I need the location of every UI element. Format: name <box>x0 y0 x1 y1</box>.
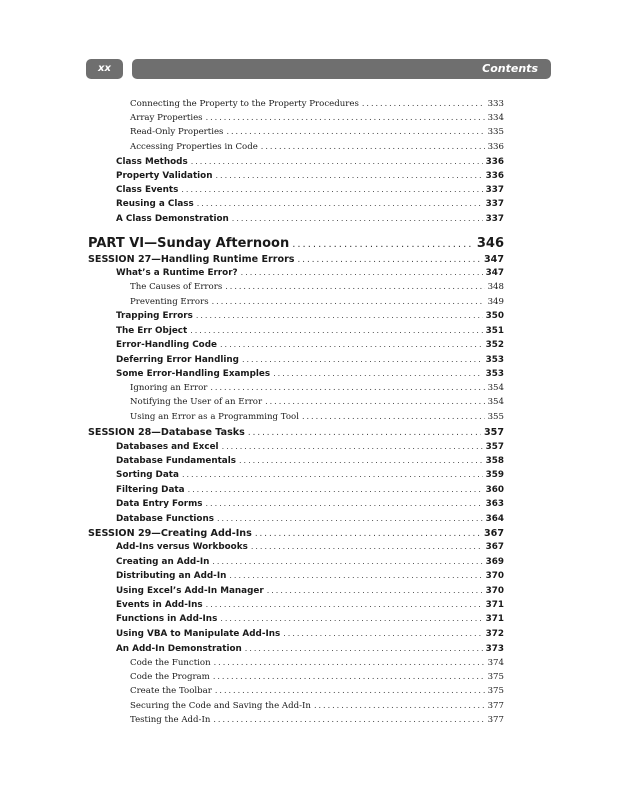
toc-entry-title: Database Fundamentals <box>116 456 236 466</box>
toc-entry-title: An Add-In Demonstration <box>116 644 242 654</box>
dot-leader <box>283 629 482 638</box>
toc-entry-page: 360 <box>485 485 504 495</box>
page-number-tab: xx <box>86 59 123 79</box>
toc-entry-page: 337 <box>485 185 504 195</box>
toc-entry-page: 357 <box>483 427 504 438</box>
dot-leader <box>232 214 483 223</box>
dot-leader <box>251 542 483 551</box>
toc-entry-page: 371 <box>485 614 504 624</box>
toc-entry-title: Connecting the Property to the Property Procedures <box>130 99 359 109</box>
running-header: Contents <box>132 59 551 79</box>
toc-entry-title: SESSION 27—Handling Runtime Errors <box>88 254 295 265</box>
toc-entry-page: 333 <box>487 99 504 109</box>
toc-entry-title: Accessing Properties in Code <box>130 142 258 152</box>
toc-entry-page: 375 <box>487 672 504 682</box>
toc-entry <box>130 715 504 729</box>
toc-entry-title: SESSION 29—Creating Add-Ins <box>88 528 252 539</box>
toc-entry <box>130 113 504 127</box>
dot-leader <box>210 383 484 392</box>
toc-entry <box>116 499 504 513</box>
toc-entry-page: 353 <box>485 355 504 365</box>
dot-leader <box>261 142 485 151</box>
dot-leader <box>188 485 483 494</box>
toc-entry-page: 351 <box>485 326 504 336</box>
dot-leader <box>212 297 485 306</box>
dot-leader <box>216 171 483 180</box>
toc-entry-title: Code the Program <box>130 672 210 682</box>
dot-leader <box>302 412 485 421</box>
toc-entry <box>130 383 504 397</box>
dot-leader <box>298 255 481 265</box>
toc-entry-title: SESSION 28—Database Tasks <box>88 427 245 438</box>
dot-leader <box>362 99 485 108</box>
toc-entry <box>116 485 504 499</box>
toc-entry <box>116 629 504 643</box>
toc-entry-title: Array Properties <box>130 113 203 123</box>
toc-entry-page: 370 <box>485 571 504 581</box>
dot-leader <box>182 470 483 479</box>
toc-entry-page: 337 <box>485 214 504 224</box>
toc-entry-page: 377 <box>487 701 504 711</box>
toc-entry-title: Notifying the User of an Error <box>130 397 263 407</box>
toc-entry-page: 346 <box>476 236 504 251</box>
dot-leader <box>220 614 482 623</box>
toc-entry-page: 336 <box>485 157 504 167</box>
dot-leader <box>215 686 485 695</box>
toc-entry-page: 377 <box>487 715 504 725</box>
toc-entry-page: 371 <box>485 600 504 610</box>
toc-entry <box>116 311 504 325</box>
dot-leader <box>267 586 483 595</box>
toc-entry <box>130 142 504 156</box>
toc-entry-page: 347 <box>485 268 504 278</box>
toc-entry <box>116 369 504 383</box>
toc-entry-title: Using Excel’s Add-In Manager <box>116 586 264 596</box>
toc-entry-title: Some Error-Handling Examples <box>116 369 271 379</box>
toc-entry-title: PART VI—Sunday Afternoon <box>88 236 290 251</box>
toc-entry <box>130 672 504 686</box>
toc-entry-title: Creating an Add-In <box>116 557 210 567</box>
toc-entry <box>116 268 504 282</box>
toc-entry-page: 370 <box>485 586 504 596</box>
toc-entry-title: The Err Object <box>116 326 188 336</box>
dot-leader <box>245 644 483 653</box>
toc-entry <box>130 99 504 113</box>
toc-entry <box>116 514 504 528</box>
dot-leader <box>314 701 485 710</box>
dot-leader <box>222 442 483 451</box>
dot-leader <box>206 600 483 609</box>
toc-entry <box>116 326 504 340</box>
toc-entry-title: Error-Handling Code <box>116 340 217 350</box>
toc-entry-title: Filtering Data <box>116 485 185 495</box>
toc-entry-page: 367 <box>483 528 504 539</box>
dot-leader <box>220 340 483 349</box>
toc-entry-title: Ignoring an Error <box>130 383 208 393</box>
dot-leader <box>190 326 482 335</box>
toc-entry-title: Create the Toolbar <box>130 686 212 696</box>
toc-entry-title: Testing the Add-In <box>130 715 211 725</box>
toc-entry-page: 367 <box>485 542 504 552</box>
toc-entry-page: 354 <box>487 397 504 407</box>
dot-leader <box>255 529 481 539</box>
toc-entry-title: Events in Add-Ins <box>116 600 203 610</box>
toc-entry-page: 354 <box>487 383 504 393</box>
toc-entry <box>130 658 504 672</box>
toc-entry <box>116 586 504 600</box>
toc-entry-title: Data Entry Forms <box>116 499 203 509</box>
toc-entry <box>116 340 504 354</box>
toc-entry <box>130 282 504 296</box>
toc-entry-title: Reusing a Class <box>116 199 194 209</box>
toc-session-heading <box>88 254 504 269</box>
dot-leader <box>197 199 483 208</box>
toc-entry-title: Securing the Code and Saving the Add-In <box>130 701 311 711</box>
toc-entry-title: Class Methods <box>116 157 188 167</box>
toc-entry-title: Code the Function <box>130 658 211 668</box>
toc-entry <box>116 571 504 585</box>
toc-entry <box>116 614 504 628</box>
toc-entry-title: The Causes of Errors <box>130 282 223 292</box>
toc-entry <box>116 644 504 658</box>
toc-entry <box>130 412 504 426</box>
dot-leader <box>206 499 483 508</box>
toc-entry-page: 337 <box>485 199 504 209</box>
toc-entry <box>116 157 504 171</box>
toc-entry-page: 373 <box>485 644 504 654</box>
toc-entry-page: 350 <box>485 311 504 321</box>
toc-part-heading <box>88 236 504 254</box>
toc-entry-title: Preventing Errors <box>130 297 209 307</box>
dot-leader <box>265 397 485 406</box>
toc-entry-page: 353 <box>485 369 504 379</box>
toc-entry <box>130 127 504 141</box>
dot-leader <box>226 127 484 136</box>
dot-leader <box>225 282 484 291</box>
toc-entry <box>116 171 504 185</box>
toc-entry-title: Using VBA to Manipulate Add-Ins <box>116 629 281 639</box>
toc-entry <box>116 185 504 199</box>
toc-entry-title: Databases and Excel <box>116 442 219 452</box>
toc-entry <box>116 456 504 470</box>
toc-entry <box>116 199 504 213</box>
toc-entry <box>116 470 504 484</box>
dot-leader <box>217 514 483 523</box>
dot-leader <box>229 571 482 580</box>
dot-leader <box>212 557 482 566</box>
toc-entry-title: Trapping Errors <box>116 311 193 321</box>
toc-entry-page: 355 <box>487 412 504 422</box>
toc-entry-page: 364 <box>485 514 504 524</box>
toc-entry-page: 335 <box>487 127 504 137</box>
toc-entry-page: 359 <box>485 470 504 480</box>
toc-entry <box>130 297 504 311</box>
toc-entry-page: 336 <box>485 171 504 181</box>
toc-entry-page: 334 <box>487 113 504 123</box>
toc-entry-page: 358 <box>485 456 504 466</box>
toc-entry-page: 374 <box>487 658 504 668</box>
toc-entry-title: Deferring Error Handling <box>116 355 239 365</box>
dot-leader <box>206 113 485 122</box>
toc-entry-page: 357 <box>485 442 504 452</box>
dot-leader <box>273 369 483 378</box>
toc-entry-title: Distributing an Add-In <box>116 571 227 581</box>
toc-entry-title: Class Events <box>116 185 179 195</box>
toc-entry-page: 375 <box>487 686 504 696</box>
toc-entry-page: 336 <box>487 142 504 152</box>
toc-entry-page: 363 <box>485 499 504 509</box>
toc-entry <box>130 701 504 715</box>
toc-entry-page: 369 <box>485 557 504 567</box>
toc-entry <box>116 442 504 456</box>
toc-entry-page: 372 <box>485 629 504 639</box>
toc-entry <box>116 557 504 571</box>
dot-leader <box>239 456 483 465</box>
toc-entry-title: Sorting Data <box>116 470 179 480</box>
toc-entry <box>116 355 504 369</box>
dot-leader <box>241 268 483 277</box>
dot-leader <box>213 672 485 681</box>
toc-session-heading <box>88 427 504 442</box>
toc-entry <box>130 686 504 700</box>
toc-entry <box>116 542 504 556</box>
toc-entry-page: 352 <box>485 340 504 350</box>
toc-entry-title: Add-Ins versus Workbooks <box>116 542 248 552</box>
dot-leader <box>292 239 474 250</box>
dot-leader <box>213 715 484 724</box>
toc-entry-title: Property Validation <box>116 171 213 181</box>
toc-entry-title: A Class Demonstration <box>116 214 229 224</box>
dot-leader <box>181 185 482 194</box>
toc-entry-title: Database Functions <box>116 514 214 524</box>
toc-entry-page: 347 <box>483 254 504 265</box>
dot-leader <box>196 311 483 320</box>
toc-entry-title: Using an Error as a Programming Tool <box>130 412 299 422</box>
toc-entry-page: 348 <box>487 282 504 292</box>
toc-entry-page: 349 <box>487 297 504 307</box>
dot-leader <box>191 157 483 166</box>
toc-session-heading <box>88 528 504 543</box>
toc-entry-title: Read-Only Properties <box>130 127 224 137</box>
toc-entry <box>116 214 504 228</box>
toc-entry <box>116 600 504 614</box>
dot-leader <box>242 355 483 364</box>
toc-entry <box>130 397 504 411</box>
dot-leader <box>214 658 485 667</box>
toc-entry-title: Functions in Add-Ins <box>116 614 218 624</box>
toc-entry-title: What’s a Runtime Error? <box>116 268 238 278</box>
dot-leader <box>248 428 481 438</box>
